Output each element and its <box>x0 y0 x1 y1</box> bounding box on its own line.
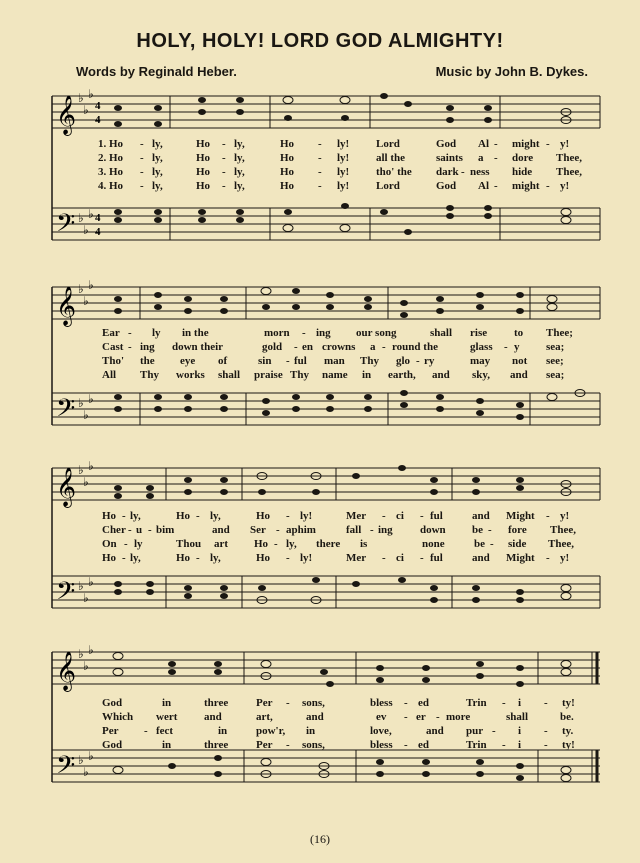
verse-line: Tho' the eye of sin - ful man Thy glo - ry may not see; <box>102 355 564 367</box>
treble-clef-icon: 𝄞 <box>56 467 77 507</box>
svg-text:♭: ♭ <box>88 392 94 406</box>
verse-line: Ho - ly, Ho - ly, Ho - ly! Mer - ci - ful and Might - y! <box>102 552 570 564</box>
verse-line: 3. Ho - ly, Ho - ly, Ho - ly! tho' the dark - ness hide Thee, <box>98 166 582 178</box>
svg-text:4: 4 <box>95 212 101 224</box>
bass-clef-icon: 𝄢 <box>56 209 76 244</box>
svg-text:♭: ♭ <box>83 591 89 605</box>
bass-clef-icon: 𝄢 <box>56 577 76 612</box>
svg-text:♭: ♭ <box>83 765 89 779</box>
svg-text:♭: ♭ <box>78 579 84 593</box>
svg-text:♭: ♭ <box>78 463 84 477</box>
verse-line: 4. Ho - ly, Ho - ly, Ho - ly! Lord God Al - might - y! <box>98 180 570 192</box>
treble-clef-icon: 𝄞 <box>56 286 77 326</box>
verse-line: God in three Per - sons, bless - ed Trin - i - ty! <box>102 697 575 709</box>
verse-line: Per - fect in pow'r, in love, and pur - i - ty. <box>102 725 574 737</box>
verse-line: All Thy works shall praise Thy name in earth, and sky, and sea; <box>102 369 565 381</box>
words-credit: Words by Reginald Heber. <box>76 64 237 79</box>
hymn-title: HOLY, HOLY! LORD GOD ALMIGHTY! <box>136 30 504 52</box>
treble-clef-icon: 𝄞 <box>56 651 77 691</box>
music-credit: Music by John B. Dykes. <box>435 64 588 79</box>
svg-text:♭: ♭ <box>88 459 94 473</box>
verse-line: Which wert and art, and ev - er - more shall be. <box>102 711 574 723</box>
svg-text:4: 4 <box>95 226 101 238</box>
svg-text:4: 4 <box>95 114 101 126</box>
verse-line: Ho - ly, Ho - ly, Ho - ly! Mer - ci - ful and Might - y! <box>102 510 570 522</box>
verse-line: 1. Ho - ly, Ho - ly, Ho - ly! Lord God Al - might - y! <box>98 138 570 150</box>
verse-line: On - ly Thou art Ho - ly, there is none be - side Thee, <box>102 538 574 550</box>
bass-clef-icon: 𝄢 <box>56 751 76 786</box>
svg-text:♭: ♭ <box>88 87 94 101</box>
svg-text:♭: ♭ <box>83 294 89 308</box>
svg-text:♭: ♭ <box>78 282 84 296</box>
svg-text:♭: ♭ <box>83 475 89 489</box>
verse-line: 2. Ho - ly, Ho - ly, Ho - ly! all the saints a - dore Thee, <box>98 152 582 164</box>
svg-text:♭: ♭ <box>78 91 84 105</box>
svg-text:♭: ♭ <box>88 575 94 589</box>
svg-text:4: 4 <box>95 100 101 112</box>
page-number: (16) <box>310 832 330 846</box>
svg-text:♭: ♭ <box>88 207 94 221</box>
svg-text:♭: ♭ <box>78 396 84 410</box>
svg-text:♭: ♭ <box>78 753 84 767</box>
svg-text:♭: ♭ <box>83 103 89 117</box>
svg-text:♭: ♭ <box>78 647 84 661</box>
verse-line: Cher - u - bim and Ser - aphim fall - ing down be - fore Thee, <box>102 524 576 536</box>
treble-clef-icon: 𝄞 <box>56 95 77 135</box>
verse-line: Cast - ing down their gold - en crowns a - round the glass - y sea; <box>102 341 565 353</box>
verse-line: Ear - ly in the morn - ing our song shall rise to Thee; <box>102 327 573 339</box>
verse-line: God in three Per - sons, bless - ed Trin - i - ty! <box>102 739 575 751</box>
svg-text:♭: ♭ <box>88 643 94 657</box>
svg-text:♭: ♭ <box>83 408 89 422</box>
svg-text:♭: ♭ <box>83 223 89 237</box>
svg-text:♭: ♭ <box>83 659 89 673</box>
svg-text:♭: ♭ <box>78 211 84 225</box>
svg-text:♭: ♭ <box>88 749 94 763</box>
svg-text:♭: ♭ <box>88 278 94 292</box>
bass-clef-icon: 𝄢 <box>56 394 76 429</box>
